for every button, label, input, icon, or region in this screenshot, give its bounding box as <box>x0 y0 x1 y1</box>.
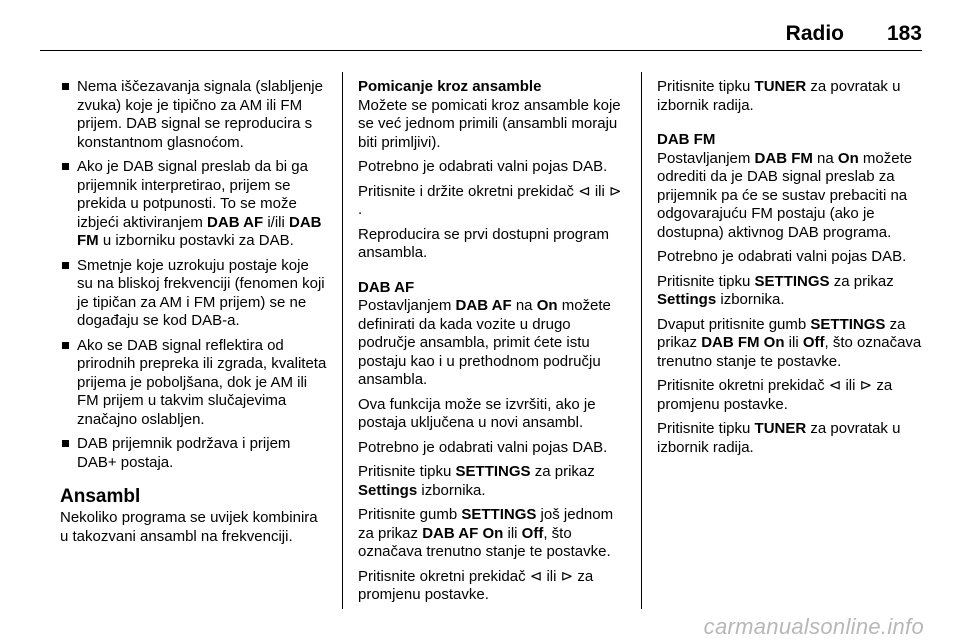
column-3 <box>657 78 925 463</box>
column-2 <box>358 78 626 611</box>
page-number: 183 <box>886 22 922 45</box>
section-heading-ansambl: Ansambl <box>60 486 141 507</box>
list-item: Ako je DAB signal preslab da bi ga prijemnik interpretirao, prijem se prekida u potpunosti. To se može izbjeći aktiviranjem DAB AF i/ili DAB FM u izborniku postavki za DAB. <box>60 158 328 251</box>
page-header <box>40 14 922 51</box>
section-heading-dab-af: DAB AF <box>358 278 415 296</box>
bullet-square-icon <box>62 83 69 90</box>
watermark-text: carmanualsonline.info <box>703 614 924 639</box>
paragraph: Pritisnite tipku SETTINGS za prikaz Settings izbornika. <box>657 272 894 308</box>
column-divider <box>342 72 343 609</box>
bullet-square-icon <box>62 262 69 269</box>
paragraph: Pritisnite tipku SETTINGS za prikaz Settings izbornika. <box>358 463 595 499</box>
paragraph: Potrebno je odabrati valni pojas DAB. <box>358 158 608 175</box>
column-divider <box>641 72 642 609</box>
paragraph: Dvaput pritisnite gumb SETTINGS za prikaz DAB FM On ili Off, što označava trenutno stanje te postavke. <box>657 315 922 370</box>
paragraph: Pritisnite i držite okretni prekidač ⊲ ili ⊳ . <box>358 182 622 218</box>
bullet-square-icon <box>62 440 69 447</box>
page-title: Radio <box>785 22 844 45</box>
paragraph: Pritisnite gumb SETTINGS još jednom za prikaz DAB AF On ili Off, što označava trenutno stanje te postavke. <box>358 506 614 560</box>
paragraph: Potrebno je odabrati valni pojas DAB. <box>358 438 608 456</box>
bullet-square-icon <box>62 163 69 170</box>
paragraph: Možete se pomicati kroz ansamble koje se već jednom primili (ansambli moraju biti primljivi). <box>358 96 621 151</box>
list-item: Nema iščezavanja signala (slabljenje zvuka) koje je tipično za AM ili FM prijem. DAB signal se reproducira s konstantnom glasnoćom. <box>60 78 328 152</box>
paragraph: Postavljanjem DAB AF na On možete definirati da kada vozite u drugo područje ansambla, primit ćete istu postaju kao i u prethodnom području ansambla. <box>358 297 611 388</box>
section-heading-dab-fm: DAB FM <box>657 131 716 148</box>
section-heading-scroll-ensembles: Pomicanje kroz ansamble <box>358 78 542 95</box>
paragraph: Potrebno je odabrati valni pojas DAB. <box>657 248 907 265</box>
list-item: Smetnje koje uzrokuju postaje koje su na bliskoj frekvenciji (fenomen koji je tipičan za AM i FM prijem) se ne događaju se kod DAB-a. <box>60 257 328 331</box>
paragraph: Pritisnite okretni prekidač ⊲ ili ⊳ za promjenu postavke. <box>358 567 594 603</box>
bullet-square-icon <box>62 342 69 349</box>
paragraph: Pritisnite tipku TUNER za povratak u izbornik radija. <box>657 420 901 456</box>
paragraph: Pritisnite tipku TUNER za povratak u izbornik radija. <box>657 78 901 114</box>
list-item: Ako se DAB signal reflektira od prirodnih prepreka ili zgrada, kvaliteta prijema je poboljšana, dok je AM ili FM prijem u takvim slučajevima značajno oslabljen. <box>60 337 328 430</box>
paragraph: Ova funkcija može se izvršiti, ako je postaja uključena u novi ansambl. <box>358 395 596 431</box>
paragraph: Postavljanjem DAB FM na On možete odrediti da je DAB signal preslab za prijemnik pa će se sustav prebaciti na odgovarajuću FM postaju (ako je dostupna) aktivnog DAB programa. <box>657 149 913 241</box>
paragraph: Nekoliko programa se uvijek kombinira u takozvani ansambl na frekvenciji. <box>60 509 318 545</box>
paragraph: Reproducira se prvi dostupni program ansambla. <box>358 225 609 261</box>
list-item: DAB prijemnik podržava i prijem DAB+ postaja. <box>60 435 328 472</box>
column-1 <box>60 78 328 552</box>
paragraph: Pritisnite okretni prekidač ⊲ ili ⊳ za promjenu postavke. <box>657 377 893 413</box>
